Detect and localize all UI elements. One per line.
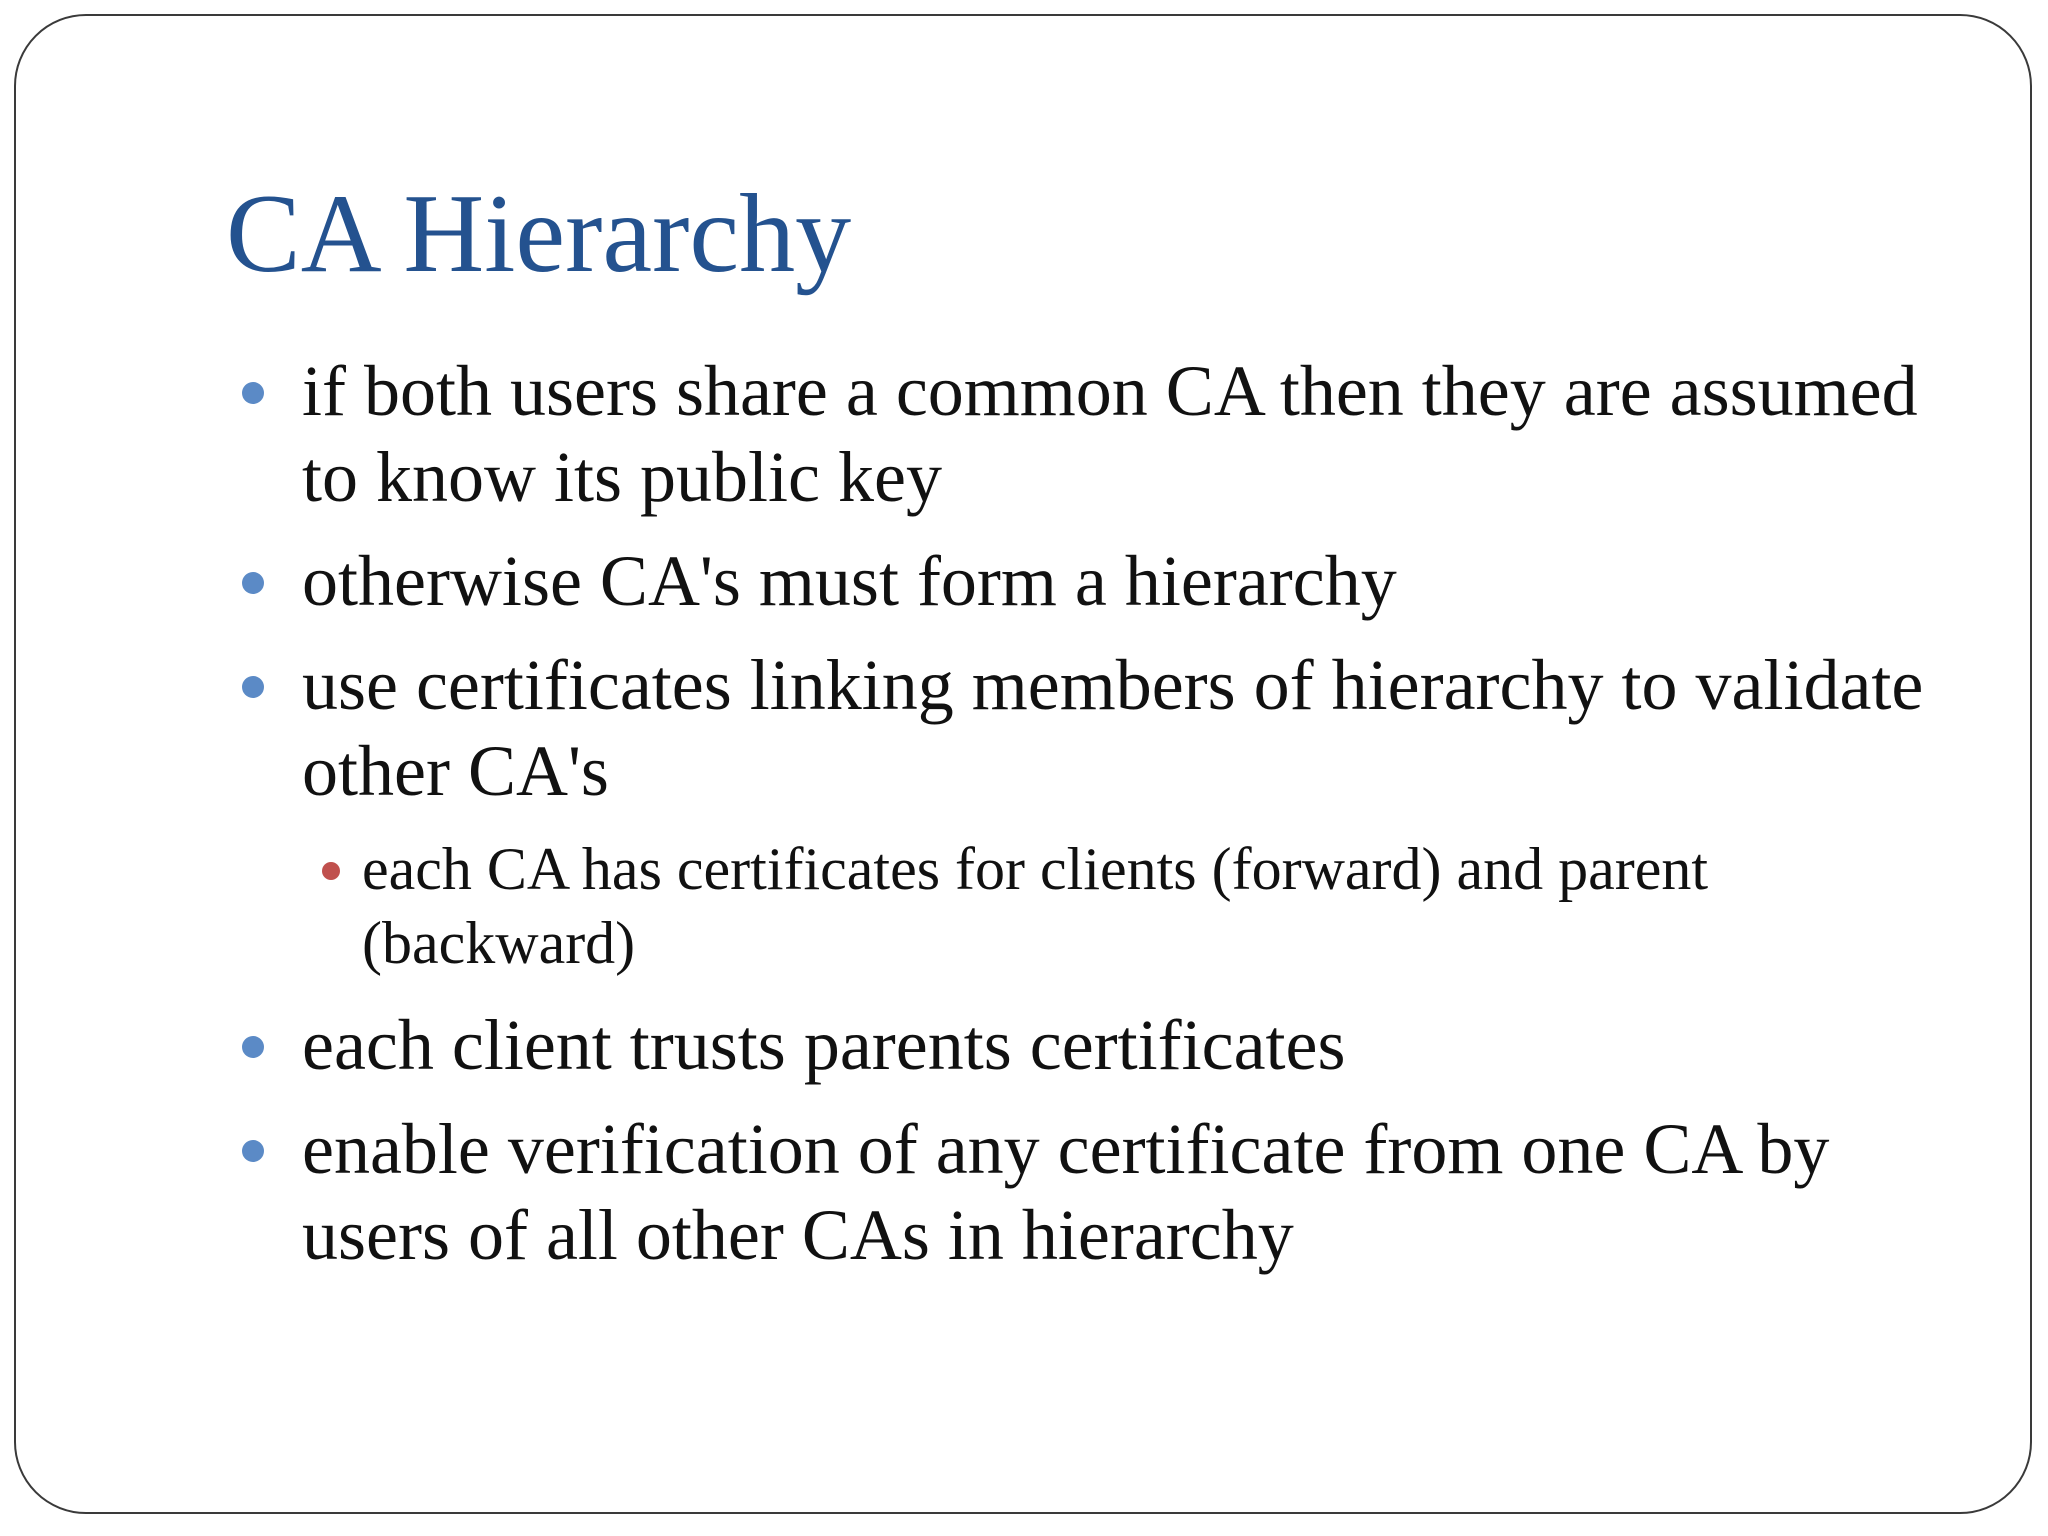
bullet-dot-icon xyxy=(242,1140,264,1162)
bullet-item xyxy=(226,1002,1926,1088)
bullet-item xyxy=(226,348,1926,520)
bullet-text: each client trusts parents certificates xyxy=(302,1005,1346,1085)
bullet-item xyxy=(226,1106,1926,1278)
slide-frame xyxy=(14,14,2032,1514)
bullet-item xyxy=(226,538,1926,624)
slide-title: CA Hierarchy xyxy=(226,172,852,296)
bullet-dot-icon xyxy=(242,382,264,404)
sub-bullet-dot-icon xyxy=(322,862,340,880)
bullet-dot-icon xyxy=(242,676,264,698)
bullet-text: enable verification of any certificate from one CA by users of all other CAs in hierarchy xyxy=(302,1109,1830,1275)
sub-bullet-text: each CA has certificates for clients (forward) and parent (backward) xyxy=(362,836,1709,976)
sub-bullet-item xyxy=(226,832,1926,980)
bullet-item xyxy=(226,642,1926,814)
bullet-dot-icon xyxy=(242,572,264,594)
bullet-dot-icon xyxy=(242,1036,264,1058)
bullet-text: if both users share a common CA then they are assumed to know its public key xyxy=(302,351,1918,517)
bullet-text: otherwise CA's must form a hierarchy xyxy=(302,541,1397,621)
bullet-text: use certificates linking members of hierarchy to validate other CA's xyxy=(302,645,1924,811)
bullet-list xyxy=(226,348,1926,1296)
